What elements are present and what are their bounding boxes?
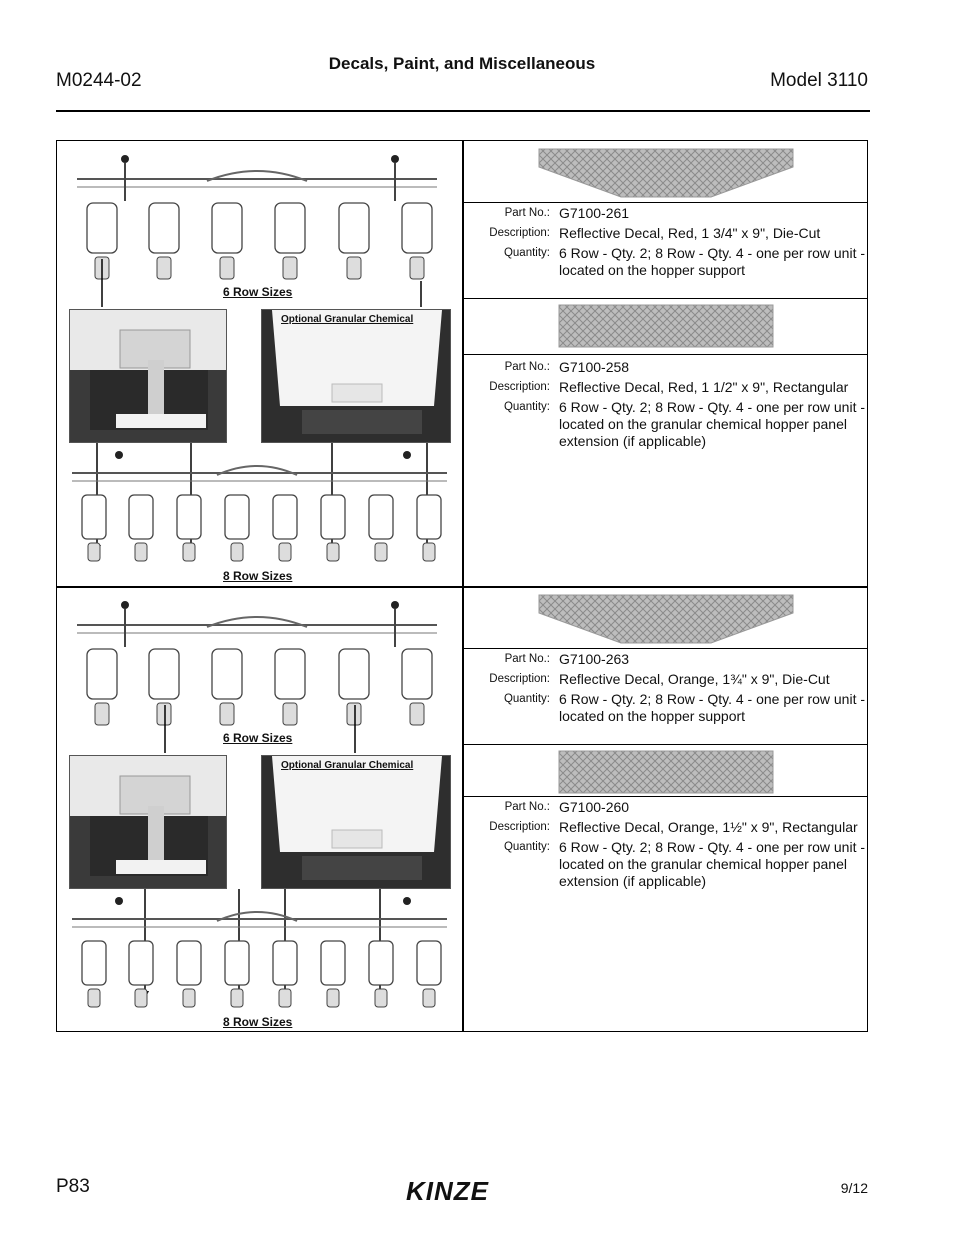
rectangular-decal-image bbox=[463, 749, 867, 797]
description-label: Description: bbox=[489, 381, 550, 393]
part-number: G7100-258 bbox=[559, 359, 630, 375]
part-number-label: Part No.: bbox=[504, 653, 550, 665]
quantity: 6 Row - Qty. 2; 8 Row - Qty. 4 - one per row unit - located on the granular chemical hopper panel extension (if applicable) bbox=[559, 839, 866, 889]
eight-row-label: 8 Row Sizes bbox=[223, 569, 293, 583]
part-number-label: Part No.: bbox=[504, 361, 550, 373]
eight-row-planter-diagram bbox=[57, 443, 462, 567]
part-number: G7100-260 bbox=[559, 799, 630, 815]
rectangular-decal-image bbox=[463, 303, 867, 351]
description-label: Description: bbox=[489, 673, 550, 685]
eight-row-label: 8 Row Sizes bbox=[223, 1015, 293, 1029]
quantity: 6 Row - Qty. 2; 8 Row - Qty. 4 - one per row unit - located on the hopper support bbox=[559, 691, 866, 724]
quantity: 6 Row - Qty. 2; 8 Row - Qty. 4 - one per row unit - located on the hopper support bbox=[559, 245, 866, 278]
six-row-label: 6 Row Sizes bbox=[223, 285, 293, 299]
page-number: P83 bbox=[56, 1176, 90, 1197]
granular-chemical-label: Optional Granular Chemical bbox=[281, 314, 414, 325]
quantity-label: Quantity: bbox=[503, 401, 550, 413]
granular-chemical-photo bbox=[261, 755, 451, 889]
description: Reflective Decal, Red, 1 3/4" x 9", Die-Cut bbox=[559, 225, 821, 241]
quantity-label: Quantity: bbox=[503, 841, 550, 853]
page-title: Decals, Paint, and Miscellaneous bbox=[328, 54, 596, 73]
header-rule bbox=[56, 110, 870, 112]
die-cut-decal-image bbox=[463, 593, 867, 645]
description-label: Description: bbox=[489, 821, 550, 833]
description: Reflective Decal, Orange, 1¾" x 9", Die-Cut bbox=[559, 671, 830, 687]
six-row-label: 6 Row Sizes bbox=[223, 731, 293, 745]
description: Reflective Decal, Orange, 1½" x 9", Rectangular bbox=[559, 819, 858, 835]
hopper-support-photo bbox=[69, 309, 227, 443]
revision-date: 9/12 bbox=[840, 1180, 868, 1196]
illustration-panel bbox=[57, 141, 462, 586]
decal-entry bbox=[463, 299, 867, 586]
quantity: 6 Row - Qty. 2; 8 Row - Qty. 4 - one per row unit - located on the granular chemical hopper panel extension (if applicable) bbox=[559, 399, 866, 449]
part-number: G7100-261 bbox=[559, 205, 630, 221]
decal-entry bbox=[463, 587, 867, 744]
part-number-label: Part No.: bbox=[504, 207, 550, 219]
description-label: Description: bbox=[489, 227, 550, 239]
description: Reflective Decal, Red, 1 1/2" x 9", Rectangular bbox=[559, 379, 849, 395]
quantity-label: Quantity: bbox=[503, 693, 550, 705]
eight-row-planter-diagram bbox=[57, 889, 462, 1013]
hopper-support-photo bbox=[69, 755, 227, 889]
part-number: G7100-263 bbox=[559, 651, 630, 667]
doc-number: M0244-02 bbox=[56, 70, 142, 91]
decal-entry bbox=[463, 745, 867, 1032]
parts-table bbox=[56, 140, 868, 1032]
quantity-label: Quantity: bbox=[503, 247, 550, 259]
die-cut-decal-image bbox=[463, 147, 867, 199]
logo-text: KINZE bbox=[406, 1176, 489, 1205]
granular-chemical-photo bbox=[261, 309, 451, 443]
kinze-logo bbox=[402, 1175, 522, 1210]
part-number-label: Part No.: bbox=[504, 801, 550, 813]
model-name: Model 3110 bbox=[770, 70, 868, 91]
granular-chemical-label: Optional Granular Chemical bbox=[281, 760, 414, 771]
illustration-panel bbox=[57, 587, 462, 1032]
decal-entry bbox=[463, 141, 867, 298]
